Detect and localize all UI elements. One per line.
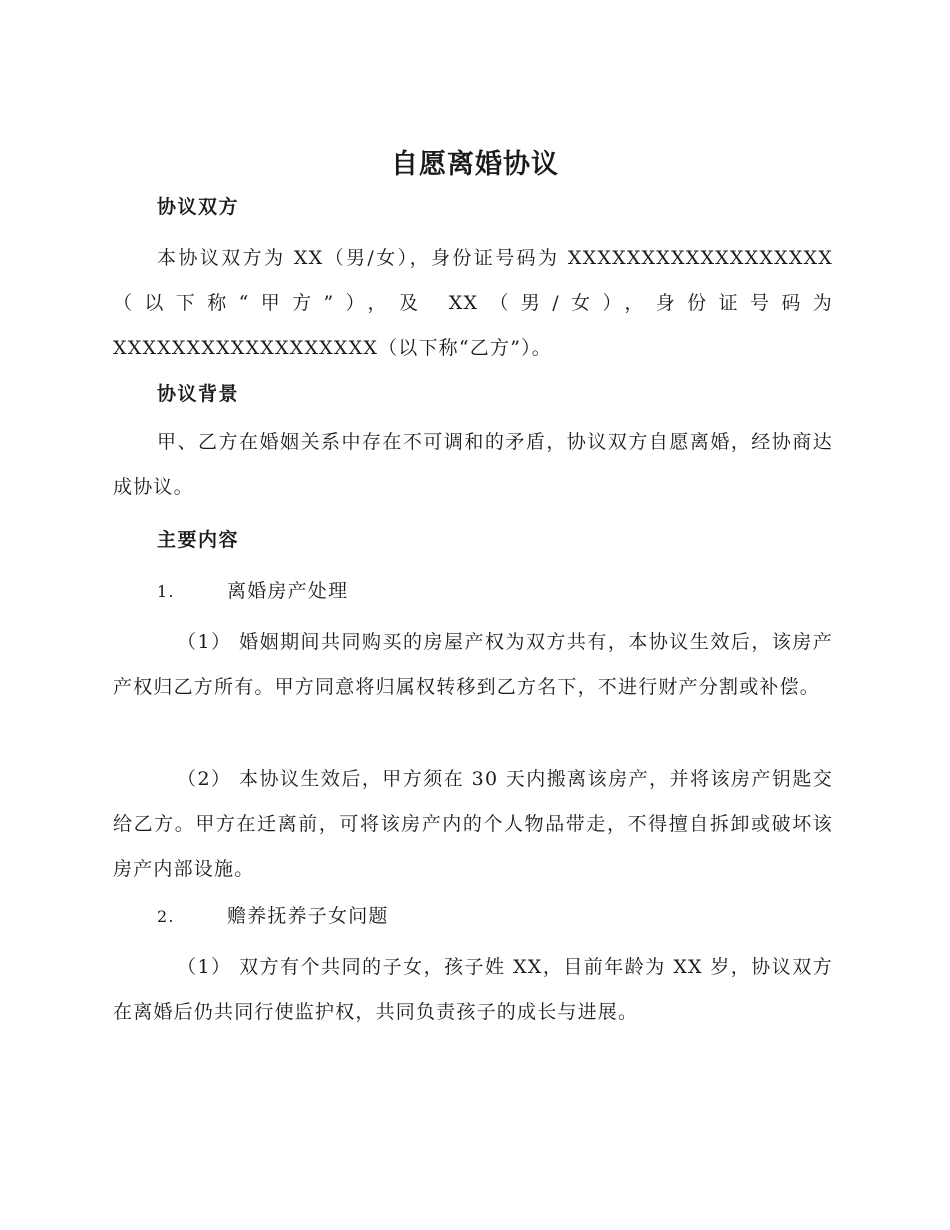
list-item-2 xyxy=(157,902,389,931)
clause-1-2: （2） 本协议生效后，甲方须在 30 天内搬离该房产，并将该房产钥匙交给乙方。甲方在迁离前，可将该房产内的个人物品带走，不得擅自拆卸或破坏该房产内部设施。 xyxy=(113,768,833,880)
list-item-number: 2. xyxy=(157,907,175,926)
section-heading-parties: 协议双方 xyxy=(157,196,240,218)
list-item-number: 1. xyxy=(157,582,175,601)
clause-1-1: （1） 婚姻期间共同购买的房屋产权为双方共有，本协议生效后，该房产产权归乙方所有。甲方同意将归属权转移到乙方名下，不进行财产分割或补偿。 xyxy=(113,631,833,698)
background-paragraph: 甲、乙方在婚姻关系中存在不可调和的矛盾，协议双方自愿离婚，经协商达成协议。 xyxy=(113,431,833,498)
clause-2-1: （1） 双方有个共同的子女，孩子姓 XX，目前年龄为 XX 岁，协议双方在离婚后仍共同行使监护权，共同负责孩子的成长与进展。 xyxy=(113,956,833,1023)
list-item-title: 赡养抚养子女问题 xyxy=(227,905,389,927)
parties-paragraph: 本协议双方为 XX（男/女），身份证号码为 XXXXXXXXXXXXXXXXXX（以下称“甲方”），及 XX（男/女），身份证号码为 XXXXXXXXXXXXXXXXXX（以下称“乙方”）。 xyxy=(113,247,833,359)
document-title: 自愿离婚协议 xyxy=(391,149,559,180)
section-heading-background: 协议背景 xyxy=(157,383,240,405)
list-item-1 xyxy=(157,577,348,606)
section-heading-main: 主要内容 xyxy=(157,529,240,551)
list-item-title: 离婚房产处理 xyxy=(227,580,349,602)
